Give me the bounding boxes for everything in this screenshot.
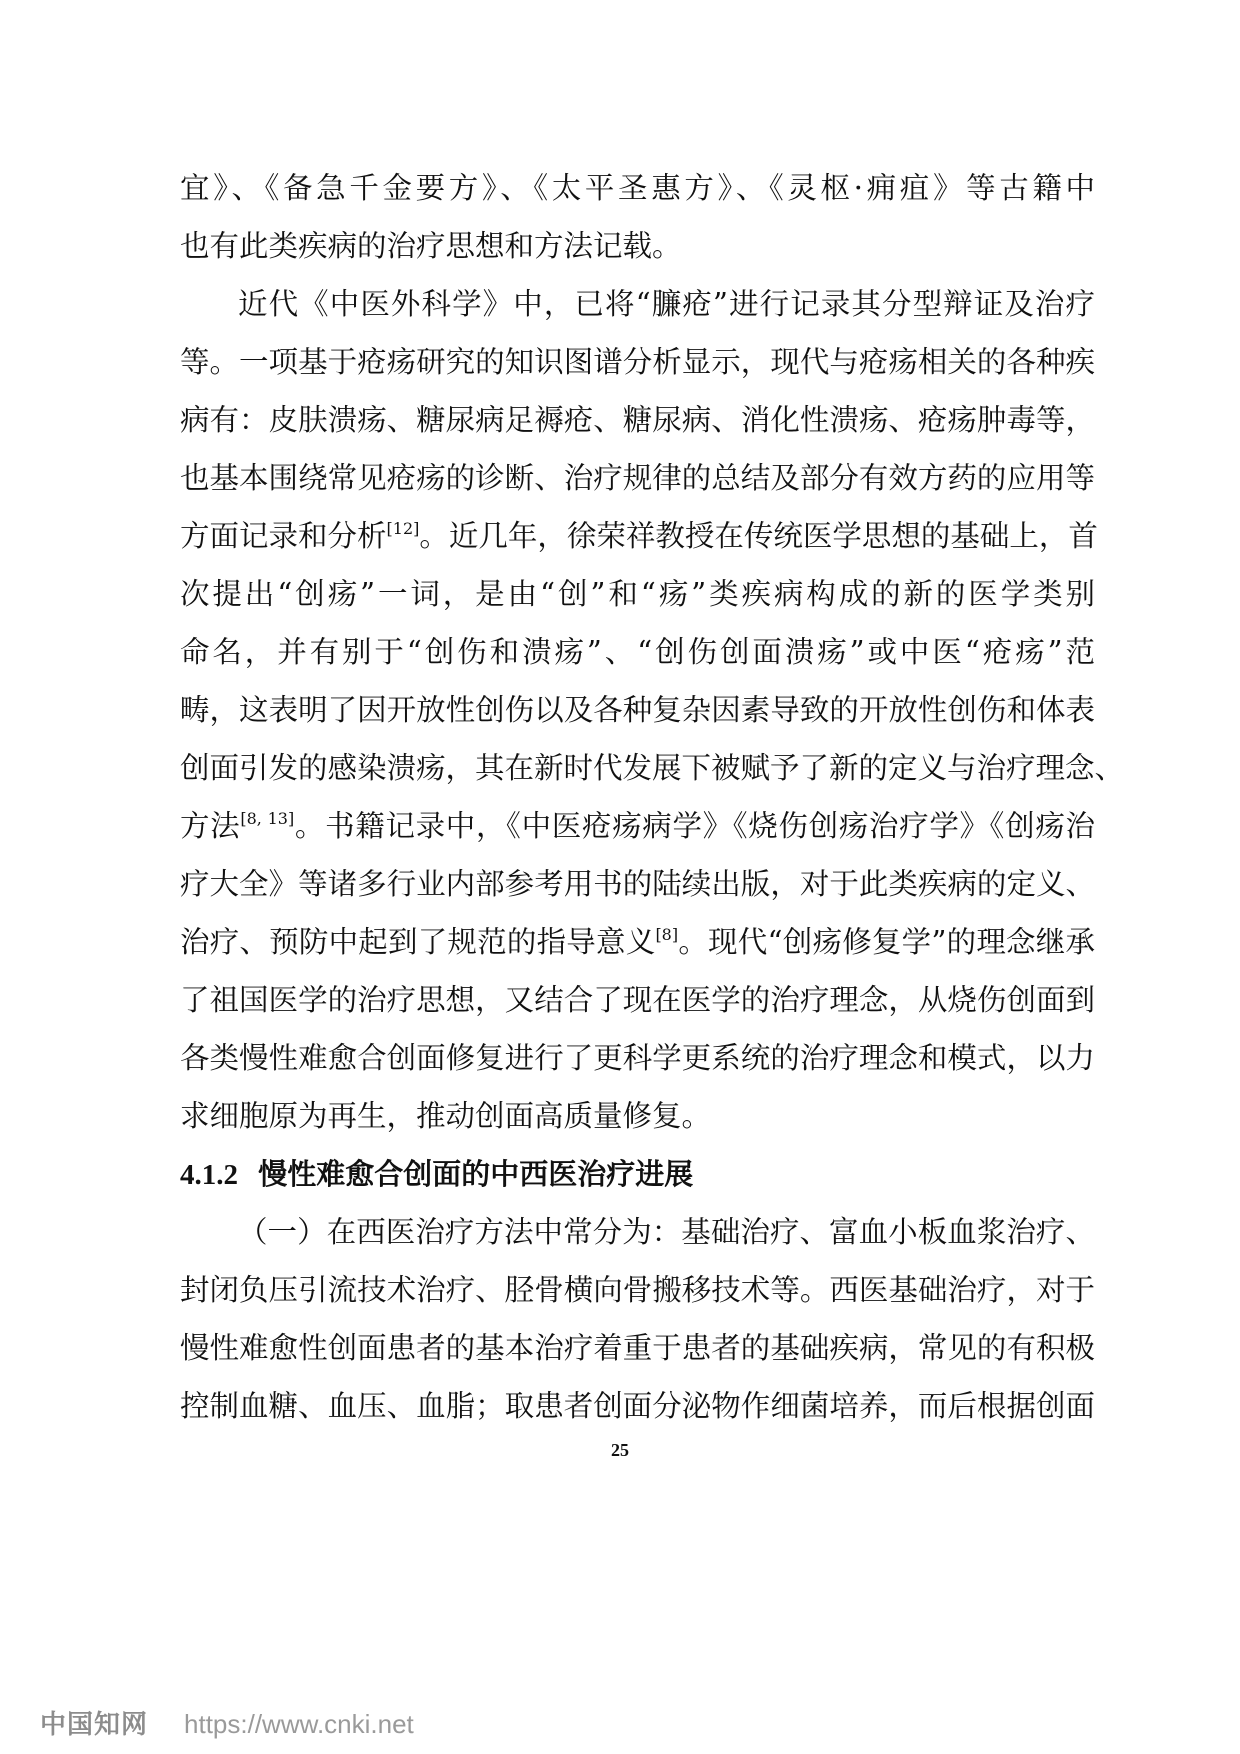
text-line: 也基本围绕常见疮疡的诊断、治疗规律的总结及部分有效方药的应用等 [180, 461, 1095, 495]
section-title: 慢性难愈合创面的中西医治疗进展 [258, 1157, 694, 1191]
watermark-url: https://www.cnki.net [184, 1709, 414, 1739]
text-line: 了祖国医学的治疗思想，又结合了现在医学的治疗理念，从烧伤创面到 [180, 983, 1095, 1017]
text-line: 治疗、预防中起到了规范的指导意义[8]。现代“创疡修复学”的理念继承 [180, 925, 1095, 959]
text-line: （一）在西医治疗方法中常分为：基础治疗、富血小板血浆治疗、 [238, 1215, 1095, 1249]
text-line: 宜》、《备急千金要方》、《太平圣惠方》、《灵枢·痈疽》等古籍中 [180, 171, 1095, 205]
section-number: 4.1.2 [180, 1159, 238, 1191]
text-line: 命名，并有别于“创伤和溃疡”、“创伤创面溃疡”或中医“疮疡”范 [180, 635, 1095, 669]
text-line: 创面引发的感染溃疡，其在新时代发展下被赋予了新的定义与治疗理念、 [180, 751, 1125, 785]
text-line: 方法[8, 13]。书籍记录中，《中医疮疡病学》《烧伤创疡治疗学》《创疡治 [180, 809, 1095, 843]
cnki-watermark [40, 1704, 414, 1741]
text-line: 近代《中医外科学》中，已将“臁疮”进行记录其分型辩证及治疗 [238, 287, 1095, 321]
watermark-brand: 中国知网 [40, 1709, 149, 1739]
text-line: 慢性难愈性创面患者的基本治疗着重于患者的基础疾病，常见的有积极 [180, 1331, 1095, 1365]
text-line: 病有：皮肤溃疡、糖尿病足褥疮、糖尿病、消化性溃疡、疮疡肿毒等， [180, 403, 1095, 437]
text-line: 次提出“创疡”一词，是由“创”和“疡”类疾病构成的新的医学类别 [180, 577, 1095, 611]
citation-ref: [12] [386, 519, 420, 538]
text-line: 疗大全》等诸多行业内部参考用书的陆续出版，对于此类疾病的定义、 [180, 867, 1095, 901]
text-line: 封闭负压引流技术治疗、胫骨横向骨搬移技术等。西医基础治疗，对于 [180, 1273, 1095, 1307]
text-line: 控制血糖、血压、血脂；取患者创面分泌物作细菌培养，而后根据创面 [180, 1389, 1095, 1423]
section-heading [180, 1154, 693, 1195]
text-line: 求细胞原为再生，推动创面高质量修复。 [180, 1099, 712, 1133]
text-line: 等。一项基于疮疡研究的知识图谱分析显示，现代与疮疡相关的各种疾 [180, 345, 1095, 379]
page-number: 25 [611, 1440, 629, 1460]
text-line: 方面记录和分析[12]。近几年，徐荣祥教授在传统医学思想的基础上，首 [180, 519, 1098, 553]
citation-ref: [8] [655, 925, 679, 944]
citation-ref: [8, 13] [240, 809, 295, 828]
text-line: 也有此类疾病的治疗思想和方法记载。 [180, 229, 682, 263]
text-line: 各类慢性难愈合创面修复进行了更科学更系统的治疗理念和模式，以力 [180, 1041, 1095, 1075]
text-line: 畴，这表明了因开放性创伤以及各种复杂因素导致的开放性创伤和体表 [180, 693, 1095, 727]
